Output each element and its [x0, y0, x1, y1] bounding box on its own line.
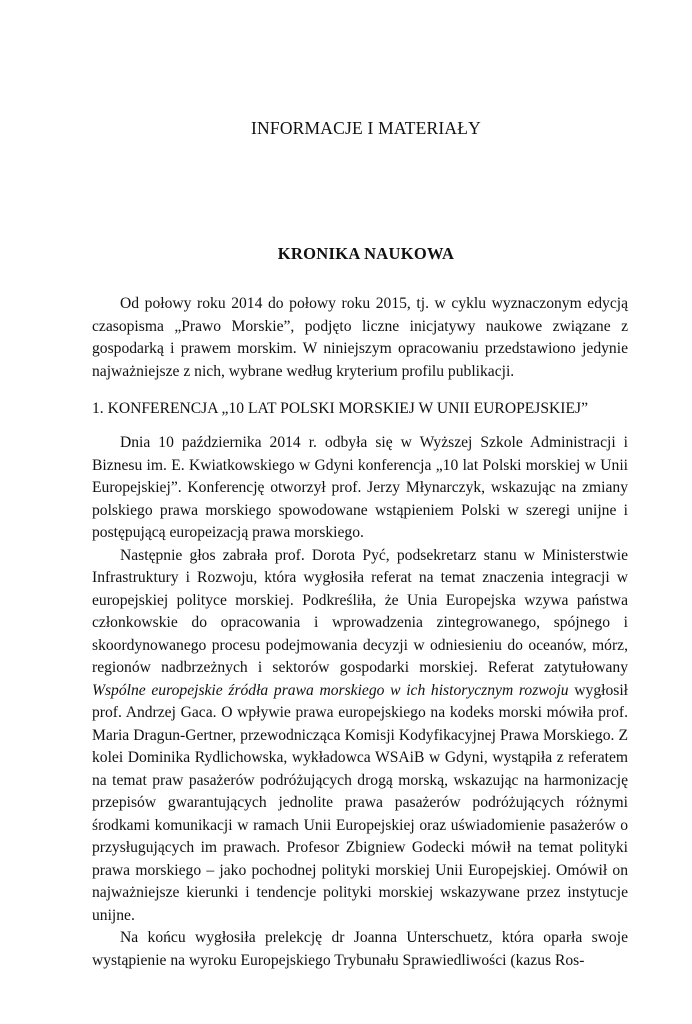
- conference-heading: 1. KONFERENCJA „10 LAT POLSKI MORSKIEJ W UNII EUROPEJSKIEJ”: [92, 400, 588, 417]
- body-paragraph-1: Dnia 10 października 2014 r. odbyła się w Wyższej Szkole Administracji i Biznesu im. E. Kwiatkowskiego w Gdyni konferencja „10 lat Polski morskiej w Unii Europejskiej”. Konferencję otworzył prof. Jerzy Młynarczyk, wskazując na zmiany polskiego prawa morskiego spowodowane wstąpieniem Polski w szeregi unijne i postępującą europeizacją prawa morskiego.: [92, 434, 628, 541]
- lecture-title: Wspólne europejskie źródła prawa morskiego w ich historycznym rozwoju: [92, 681, 569, 699]
- intro-block: [92, 293, 628, 383]
- intro-paragraph: Od połowy roku 2014 do połowy roku 2015, tj. w cyklu wyznaczonym edycją czasopisma „Prawo Morskie”, podjęto liczne inicjatywy naukowe związane z gospodarką i prawem morskim. W niniejszym opracowaniu przedstawiono jedynie najważniejsze z nich, wybrane według kryterium profilu publikacji.: [92, 295, 628, 380]
- body-paragraph-2: [92, 545, 628, 928]
- body-paragraph-3: Na końcu wygłosiła prelekcję dr Joanna Unterschuetz, która oparła swoje wystąpienie na wyroku Europejskiego Trybunału Sprawiedliwości (kazus Ros-: [92, 929, 628, 969]
- body-paragraph-2-text-a: Następnie głos zabrała prof. Dorota Pyć, podsekretarz stanu w Ministerstwie Infrastruktury i Rozwoju, która wygłosiła referat na temat znaczenia integracji w europejskiej polityce morskiej. Podkreśliła, że Unia Europejska wzywa państwa członkowskie do opracowania i wprowadzenia zintegrowanego, spójnego i skoordynowanego procesu podejmowania decyzji w odniesieniu do oceanów, mórz, regionów nadbrzeżnych i sektorów gospodarki morskiej. Referat zatytułowany: [92, 546, 628, 676]
- section-title: INFORMACJE I MATERIAŁY: [251, 118, 481, 138]
- chronicle-title: KRONIKA NAUKOWA: [277, 244, 455, 263]
- body-paragraph-2-text-b: wygłosił prof. Andrzej Gaca. O wpływie prawa europejskiego na kodeks morski mówiła prof. Maria Dragun-Gertner, przewodnicząca Komisji Kodyfikacyjnej Prawa Morskiego. Z kolei Dominika Rydlichowska, wykładowca WSAiB w Gdyni, wystąpiła z referatem na temat praw pasażerów podróżujących drogą morską, wskazując na harmonizację przepisów gwarantujących jednolite prawa pasażerów podróżujących różnymi środkami komunikacji w ramach Unii Europejskiej oraz uświadomienie pasażerów o przysługujących im prawach. Profesor Zbigniew Godecki mówił na temat polityki prawa morskiego – jako pochodnej polityki morskiej Unii Europejskiej. Omówił on najważniejsze kierunki i tendencje polityki morskiej wskazywane przez instytucje unijne.: [92, 681, 628, 924]
- conference-body: [92, 432, 628, 972]
